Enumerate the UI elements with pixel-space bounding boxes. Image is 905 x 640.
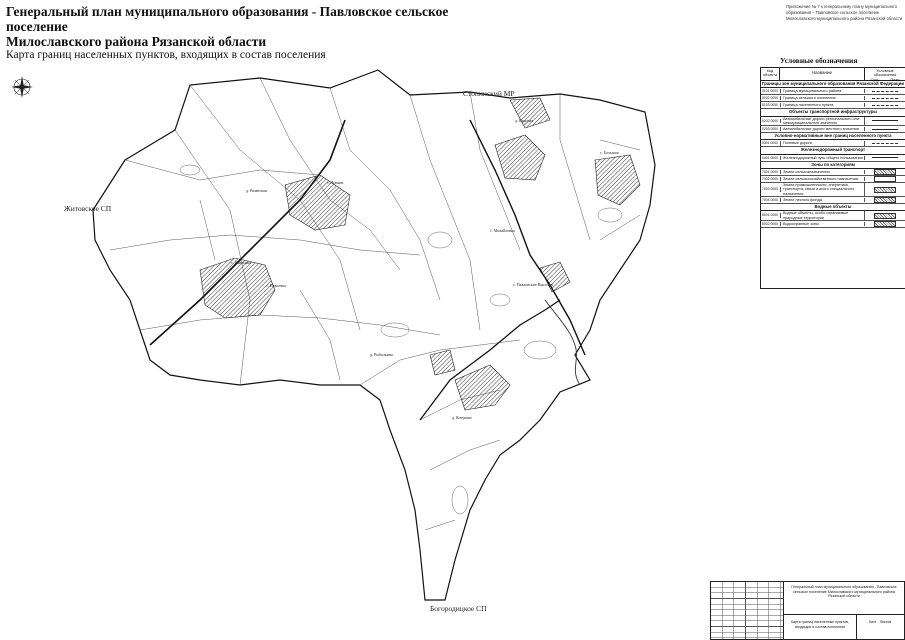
- village-east: [595, 155, 640, 205]
- legend-row: [761, 117, 905, 127]
- legend-row-label: Водные объекты, особо охраняемые природные территории: [781, 211, 865, 220]
- village-label: с. Павловка: [266, 283, 286, 288]
- village-label: с. Павловские Выселки: [513, 282, 553, 287]
- village-label: с. Липяги: [327, 180, 344, 185]
- village-rail: [510, 98, 550, 128]
- legend-title: Условные обозначения: [780, 56, 858, 65]
- title-block-sheet-label: Лист: [868, 620, 877, 624]
- legend-section-title: Границы зон муниципального образования Рязанской Федерации: [761, 81, 905, 88]
- village-label: д. Рязанская: [246, 188, 267, 193]
- legend-row-label: Земли промышленности, энергетики, транспорта, связи и иного специального назначения: [781, 183, 865, 196]
- legend-row-symbol: [865, 169, 905, 175]
- neighbor-north: Стопинский МР: [463, 89, 515, 98]
- legend-row-code: 7004 0000: [761, 198, 781, 202]
- legend-swatch-dash: [872, 143, 898, 144]
- neighbor-south: Богородицкое СП: [430, 604, 487, 613]
- title-block-divider: [856, 614, 857, 639]
- village-pavlovka: [200, 258, 275, 318]
- legend-row-symbol: [865, 129, 905, 130]
- legend-col-name: Название: [780, 68, 865, 80]
- legend-sub-existing: Сущ.: [870, 77, 880, 82]
- title-block-sheet: [857, 620, 903, 625]
- legend-swatch-dash: [872, 91, 898, 92]
- legend-body: [761, 81, 905, 228]
- legend-swatch-hatch: [874, 197, 896, 203]
- legend-row-code: 0103 0000: [761, 103, 781, 107]
- legend-row-label: Граница населенного пункта: [781, 103, 865, 107]
- legend-row-symbol: [865, 197, 905, 203]
- legend-swatch-box: [874, 176, 896, 182]
- village-label: с. Большая: [600, 150, 619, 155]
- legend-row: [761, 95, 905, 102]
- legend-row-symbol: [865, 105, 905, 106]
- village-areas: [200, 98, 640, 410]
- compass-rose-icon: [11, 76, 33, 98]
- legend-row-symbol: [865, 91, 905, 92]
- neighbor-west: Житовское СП: [64, 204, 112, 213]
- water-contours: [180, 165, 622, 514]
- legend-row-code: 0401 0000: [761, 156, 781, 160]
- legend-swatch-dash: [872, 105, 898, 106]
- legend-row-label: Земли лесного фонда: [781, 198, 865, 202]
- village-mid: [540, 262, 570, 292]
- legend-row: [761, 169, 905, 176]
- village-label: д. Кочуково: [452, 415, 473, 420]
- legend-row: [761, 211, 905, 221]
- legend-swatch-solid: [872, 157, 898, 158]
- legend-row-symbol: [865, 143, 905, 144]
- legend-swatch-dash: [872, 98, 898, 99]
- legend-section-title: Водные объекты: [761, 204, 905, 211]
- legend-row: [761, 88, 905, 95]
- legend-row-label: Автомобильные дороги местного значения: [781, 127, 865, 131]
- legend-row-code: 0102 0000: [761, 96, 781, 100]
- legend-section-title: Железнодорожный транспорт: [761, 147, 905, 154]
- legend-row-symbol: [865, 176, 905, 182]
- legend-sub-planned: План: [890, 77, 900, 82]
- legend-row-code: 7003 0000: [761, 187, 781, 191]
- village-north-east: [495, 135, 545, 180]
- village-label: с. Михайловка: [490, 228, 515, 233]
- legend-row-code: 0301 0000: [761, 141, 781, 145]
- legend-row: [761, 126, 905, 133]
- legend-row-code: 0101 0000: [761, 89, 781, 93]
- legend-row-label: Водоохранные зоны: [781, 222, 865, 226]
- legend-row-symbol: [865, 98, 905, 99]
- legend-row-label: Полевые дороги: [781, 141, 865, 145]
- legend-row-label: Граница сельского поселения: [781, 96, 865, 100]
- legend-swatch-hatch: [874, 169, 896, 175]
- river: [545, 300, 580, 385]
- legend-swatch-hatch: [874, 187, 896, 193]
- title-block-divider: [783, 614, 904, 615]
- title-block-signatures: [711, 582, 784, 639]
- legend-swatch-hatch: [874, 213, 896, 219]
- legend-row-symbol: [865, 157, 905, 158]
- village-south-2: [430, 350, 455, 375]
- legend-section-title: Объекты транспортной инфраструктуры: [761, 109, 905, 116]
- legend-row-code: 0202 0000: [761, 119, 781, 123]
- legend-table: [760, 67, 905, 289]
- legend-row-code: 8002 0000: [761, 222, 781, 226]
- legend-row-label: Земли сельхозназначения: [781, 170, 865, 174]
- legend-row-label: Граница муниципального района: [781, 89, 865, 93]
- legend-row-code: 7001 0000: [761, 170, 781, 174]
- legend-row: [761, 197, 905, 204]
- legend-row: [761, 183, 905, 197]
- title-block: [710, 581, 905, 640]
- legend-swatch-solid: [872, 129, 898, 130]
- map-subtitle: Карта границ населенных пунктов, входящих в состав поселения: [6, 49, 326, 61]
- approval-note: Приложение № 7 к генеральному плану муниципального образования – Павловское сельское поселение Милославского муниципального района Рязанской области: [786, 4, 903, 21]
- legend-row: [761, 176, 905, 183]
- legend-section-title: Зоны по категориям: [761, 162, 905, 169]
- legend-row-label: Железнодорожный путь общего пользования: [781, 156, 865, 160]
- title-line-1: Генеральный план муниципального образования - Павловское сельское поселение: [6, 4, 449, 34]
- title-line-2: Милославского района Рязанской области: [6, 34, 267, 49]
- legend-row-label: Земли сельскохозяйственного назначения: [781, 177, 865, 181]
- legend-col-symbol-label: Условные обозначения: [873, 69, 897, 78]
- legend-swatch-hatch: [874, 221, 896, 227]
- village-label: д. Рыбалкино: [370, 352, 394, 357]
- legend-row-symbol: [865, 120, 905, 121]
- legend-row: [761, 140, 905, 147]
- legend-col-code: Код объекта: [761, 68, 780, 80]
- legend-row: [761, 102, 905, 109]
- legend-row: [761, 155, 905, 162]
- legend-row-symbol: [865, 221, 905, 227]
- legend-row-code: 7002 0000: [761, 177, 781, 181]
- village-label: с. Ивановка: [231, 260, 251, 265]
- legend-row-label: Автомобильные дороги регионального или межмуниципального значения: [781, 117, 865, 126]
- legend-row-code: 8001 0000: [761, 213, 781, 217]
- legend-swatch-solid: [872, 120, 898, 121]
- legend-row-code: 0203 0000: [761, 127, 781, 131]
- title-block-document: Карта границ населенных пунктов, входящих в состав поселения: [791, 620, 849, 629]
- title-block-organization: Генеральный план муниципального образования - Павловское сельское поселение Милославского муниципального района Рязанской области: [791, 585, 897, 598]
- title-block-sheets-label: Листов: [879, 620, 892, 624]
- village-label: д. Красная: [515, 118, 534, 123]
- legend-row: [761, 221, 905, 228]
- village-south-1: [455, 365, 510, 410]
- legend-section-title: Условно-нормативные вне границ населенного пункта: [761, 133, 905, 140]
- legend-col-symbol: [865, 68, 905, 80]
- legend-header: [761, 68, 905, 81]
- legend-row-symbol: [865, 187, 905, 193]
- legend-row-symbol: [865, 213, 905, 219]
